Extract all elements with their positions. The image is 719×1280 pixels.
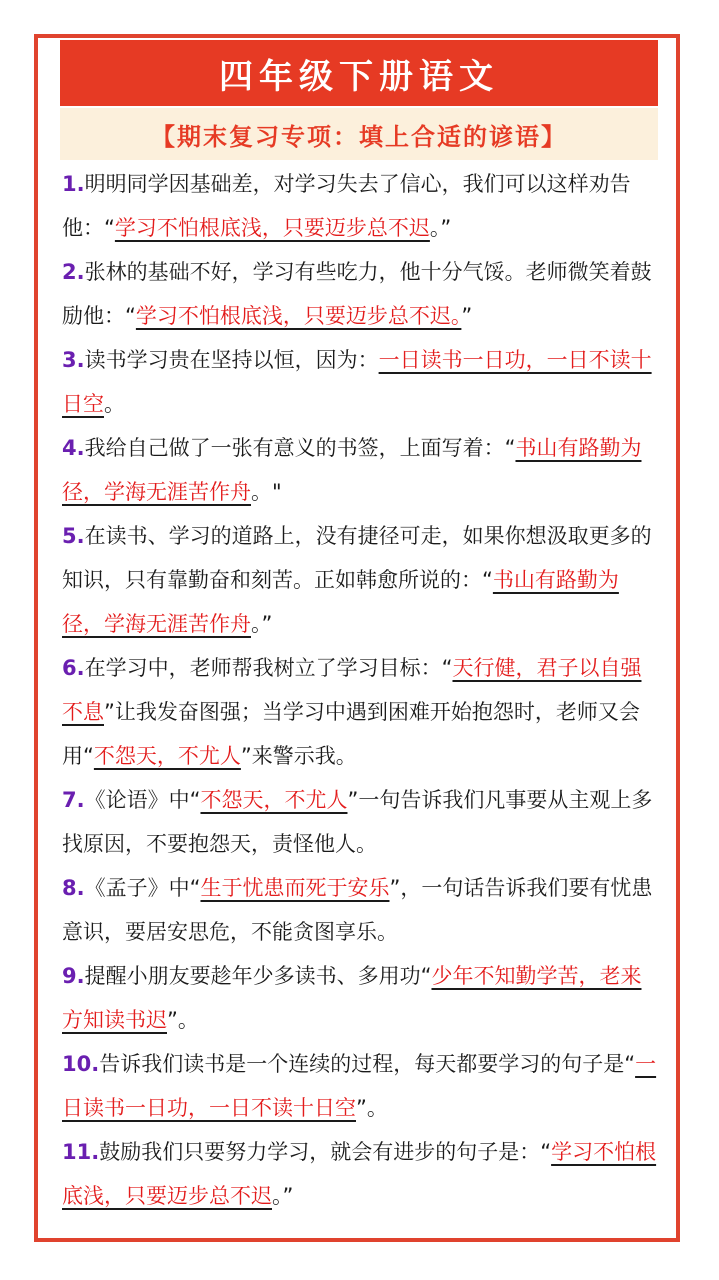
page-subtitle: 【期末复习专项：填上合适的谚语】 (151, 122, 567, 151)
item-text-end: ”来警示我。 (240, 744, 357, 768)
item-number: 10. (62, 1052, 100, 1076)
item-number: 8. (62, 876, 85, 900)
list-item (62, 954, 660, 1042)
list-item (62, 1130, 660, 1218)
title-banner (60, 40, 658, 106)
item-answer: 学习不怕根底浅，只要迈步总不迟。 (135, 304, 462, 328)
list-item (62, 426, 660, 514)
item-number: 11. (62, 1140, 100, 1164)
page-title: 四年级下册语文 (219, 56, 499, 97)
list-item (62, 250, 660, 338)
item-text: 提醒小朋友要趁年少多读书、多用功“ (84, 964, 432, 988)
item-answer-2: 不怨天，不尤人 (93, 744, 241, 768)
item-text-end: ”，一句话告诉我们要有忧患意识，要居安思危，不能贪图享乐。 (62, 876, 653, 944)
item-answer: 学习不怕根底浅，只要迈步总不迟 (62, 1140, 657, 1208)
list-item (62, 338, 660, 426)
item-text: 在读书、学习的道路上，没有捷径可走，如果你想汲取更多的知识，只有靠勤奋和刻苦。正如韩愈所说的：“ (62, 524, 652, 592)
item-answer: 书山有路勤为径，学海无涯苦作舟 (62, 568, 619, 636)
list-item (62, 162, 660, 250)
list-item (62, 1042, 660, 1130)
item-number: 4. (62, 436, 85, 460)
item-answer: 不怨天，不尤人 (200, 788, 348, 812)
item-text-end: 。 (104, 392, 125, 416)
list-item (62, 514, 660, 646)
item-text: 读书学习贵在坚持以恒，因为： (84, 348, 379, 372)
item-text: 我给自己做了一张有意义的书签，上面写着：“ (84, 436, 516, 460)
item-number: 5. (62, 524, 85, 548)
subtitle-banner (60, 108, 658, 160)
item-text-end: 。” (251, 612, 273, 636)
item-text-end: ”一句告诉我们凡事要从主观上多找原因，不要抱怨天，责怪他人。 (62, 788, 653, 856)
item-text-end: 。” (272, 1184, 294, 1208)
list-item (62, 866, 660, 954)
item-number: 9. (62, 964, 85, 988)
item-number: 3. (62, 348, 85, 372)
item-text-end: ”。 (167, 1008, 199, 1032)
item-answer: 天行健，君子以自强不息 (62, 656, 642, 724)
item-number: 6. (62, 656, 85, 680)
item-text-end: ”。 (356, 1096, 388, 1120)
list-item (62, 646, 660, 778)
item-answer: 一日读书一日功，一日不读十日空 (62, 1052, 657, 1120)
item-answer: 一日读书一日功，一日不读十日空 (62, 348, 652, 416)
item-text-end: ” (461, 304, 473, 328)
item-text-middle: ”让我发奋图强；当学习中遇到困难开始抱怨时，老师又会用“ (62, 700, 640, 768)
item-text-end: 。" (251, 480, 282, 504)
item-text: 《论语》中“ (84, 788, 201, 812)
item-text: 明明同学因基础差，对学习失去了信心，我们可以这样劝告他：“ (62, 172, 631, 240)
item-text: 《孟子》中“ (84, 876, 201, 900)
item-text: 张林的基础不好，学习有些吃力，他十分气馁。老师微笑着鼓励他：“ (62, 260, 652, 328)
item-answer: 少年不知勤学苦，老来方知读书迟 (62, 964, 642, 1032)
item-text: 在学习中，老师帮我树立了学习目标：“ (84, 656, 453, 680)
exercise-list (62, 162, 660, 1218)
list-item (62, 778, 660, 866)
item-text: 告诉我们读书是一个连续的过程，每天都要学习的句子是“ (99, 1052, 636, 1076)
item-number: 2. (62, 260, 85, 284)
item-answer: 学习不怕根底浅，只要迈步总不迟 (114, 216, 430, 240)
item-answer: 书山有路勤为径，学海无涯苦作舟 (62, 436, 642, 504)
item-text-end: 。” (429, 216, 452, 240)
item-text: 鼓励我们只要努力学习，就会有进步的句子是：“ (99, 1140, 552, 1164)
item-number: 7. (62, 788, 85, 812)
item-number: 1. (62, 172, 85, 196)
item-answer: 生于忧患而死于安乐 (200, 876, 390, 900)
